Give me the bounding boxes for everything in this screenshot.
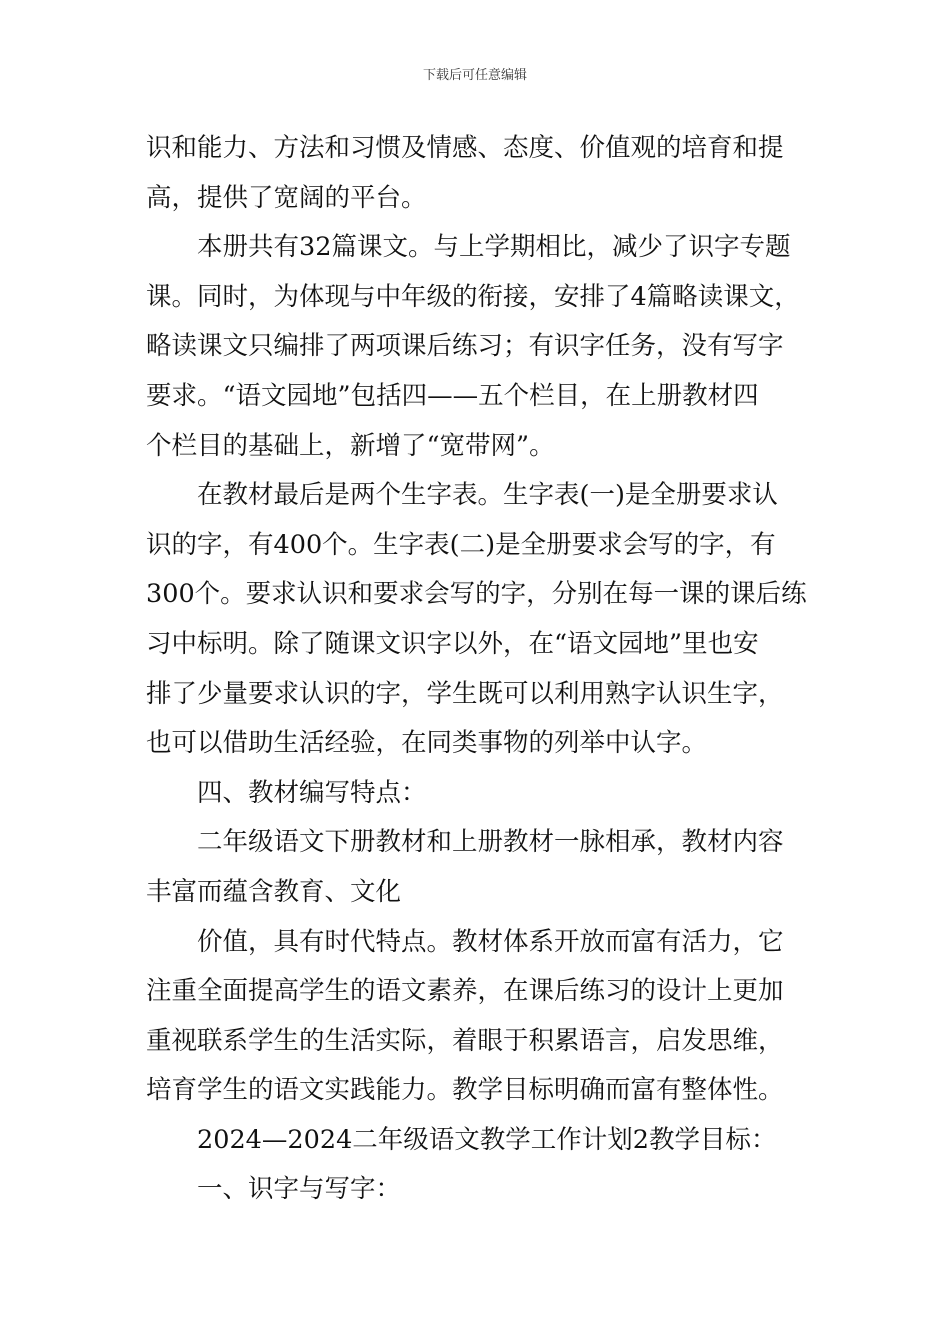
document-body bbox=[146, 124, 812, 1215]
section-heading-literacy: 一、识字与写字： bbox=[197, 1174, 402, 1205]
paragraph-features-intro: 二年级语文下册教材和上册教材一脉相承，教材内容 丰富而蕴含教育、文化 bbox=[146, 827, 784, 907]
paragraph-continuation: 识和能力、方法和习惯及情感、态度、价值观的培育和提 高，提供了宽阔的平台。 bbox=[146, 133, 784, 213]
page-header: 下载后可任意编辑 bbox=[422, 68, 527, 83]
section-heading-features: 四、教材编写特点： bbox=[197, 777, 427, 808]
paragraph-features-detail: 价值，具有时代特点。教材体系开放而富有活力，它 注重全面提高学生的语文素养，在课后练习的设计上更加 重视联系学生的生活实际，着眼于积累语言，启发思维， 培育学生的语文实践能力。教学目标明确而富有整体性。 bbox=[146, 926, 784, 1106]
section-heading-plan: 2024—2024二年级语文教学工作计划2教学目标： bbox=[197, 1124, 777, 1155]
paragraph-textbook-overview: 本册共有32篇课文。与上学期相比，减少了识字专题 课。同时，为体现与中年级的衔接，安排了4篇略读课文， 略读课文只编排了两项课后练习；有识字任务，没有写字 要求。“语文园地”包括四——五个栏目，在上册教材四 个栏目的基础上，新增了“宽带网”。 bbox=[146, 232, 800, 461]
paragraph-character-tables: 在教材最后是两个生字表。生字表(一)是全册要求认 识的字，有400个。生字表(二)是全册要求会写的字，有 300个。要求认识和要求会写的字，分别在每一课的课后练 习中标明。除了随课文识字以外，在“语文园地”里也安 排了少量要求认识的字，学生既可以利用熟字认识生字， 也可以借助生活经验，在同类事物的列举中认字。 bbox=[146, 480, 807, 759]
